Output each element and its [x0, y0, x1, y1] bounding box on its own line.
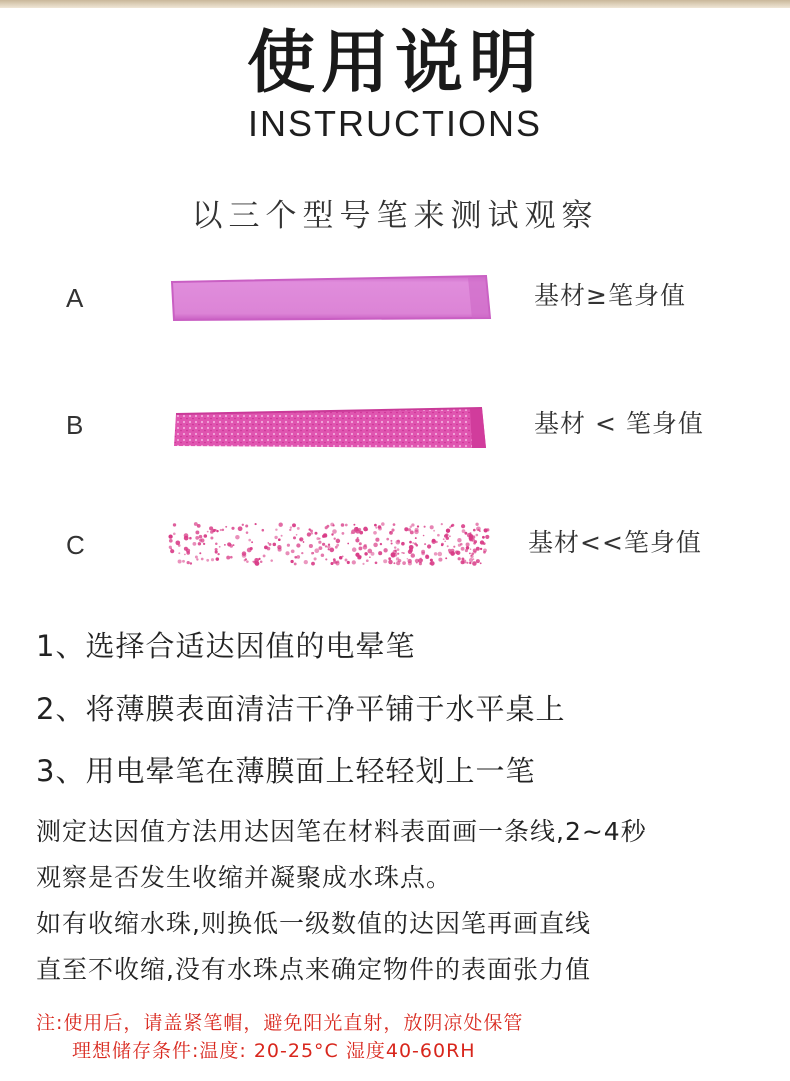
bead-dot	[411, 553, 415, 557]
sample-c-value: 基材<<笔身值	[528, 528, 702, 557]
bead-dot	[443, 538, 445, 540]
bead-dot	[423, 535, 425, 537]
bead-dot	[290, 526, 292, 528]
bead-dot	[210, 536, 213, 539]
bead-dot	[222, 529, 224, 531]
bead-dot	[352, 560, 356, 564]
bead-dot	[215, 543, 218, 546]
bead-dot	[357, 537, 359, 539]
bead-dot	[169, 546, 172, 549]
bead-dot	[391, 542, 393, 544]
bead-dot	[414, 530, 419, 535]
bead-dot	[430, 561, 435, 566]
bead-dot	[309, 528, 311, 530]
bead-dot	[410, 530, 414, 534]
bead-dot	[173, 532, 176, 535]
bead-dot	[341, 523, 345, 527]
bead-dot	[363, 545, 368, 550]
bead-dot	[193, 542, 197, 546]
bead-dot	[285, 551, 289, 555]
bead-dot	[485, 535, 489, 539]
bead-dot	[216, 530, 218, 532]
bead-dot	[462, 560, 466, 564]
bead-dot	[322, 543, 325, 546]
bead-dot	[462, 529, 466, 533]
bead-dot	[352, 547, 357, 552]
bead-dot	[386, 538, 389, 541]
bead-dot	[469, 558, 473, 562]
bead-dot	[235, 535, 240, 540]
bead-dot	[281, 535, 283, 537]
bead-dot	[402, 561, 406, 565]
bead-dot	[255, 523, 257, 525]
bead-dot	[294, 562, 297, 565]
bead-dot	[296, 543, 300, 547]
bead-dot	[252, 561, 254, 563]
bead-dot	[444, 540, 446, 542]
bead-dot	[225, 526, 227, 528]
bead-dot	[203, 543, 205, 545]
bead-dot	[201, 558, 204, 561]
bead-dot	[199, 539, 202, 542]
bead-dot	[461, 547, 465, 551]
bead-dot	[242, 553, 247, 558]
bead-dot	[182, 560, 185, 563]
bead-dot	[393, 523, 396, 526]
bead-dot	[195, 530, 199, 534]
bead-dot	[364, 552, 367, 555]
bead-dot	[412, 542, 414, 544]
bead-dot	[383, 559, 387, 563]
bead-dot	[335, 561, 339, 565]
bead-dot	[342, 555, 344, 557]
bead-dot	[345, 524, 348, 527]
bead-dot	[457, 538, 461, 542]
bead-dot	[292, 523, 296, 527]
bead-dot	[420, 557, 422, 559]
bead-dot	[334, 538, 336, 540]
bead-dot	[467, 533, 472, 538]
bead-dot	[311, 552, 314, 555]
bead-dot	[178, 559, 182, 563]
bead-dot	[347, 543, 349, 545]
bead-dot	[184, 533, 189, 538]
bead-dot	[408, 561, 412, 565]
bead-dot	[417, 525, 419, 527]
bead-dot	[469, 553, 471, 555]
sample-b-stroke	[170, 402, 492, 454]
bead-dot	[290, 560, 293, 563]
bead-dot	[291, 549, 295, 553]
bead-dot	[415, 537, 417, 539]
sample-c-stroke	[166, 518, 496, 570]
bead-dot	[199, 552, 201, 554]
bead-dot	[391, 553, 396, 558]
bead-dot	[449, 535, 451, 537]
bead-dot	[373, 543, 378, 548]
bead-dot	[461, 524, 465, 528]
bead-dot	[389, 531, 393, 535]
bead-dot	[473, 529, 476, 532]
bead-dot	[264, 546, 268, 550]
bead-dot	[238, 526, 243, 531]
bead-dot	[355, 529, 360, 534]
bead-dot	[196, 558, 198, 560]
page-title: 使用说明	[246, 24, 543, 103]
bead-dot	[407, 558, 409, 560]
bead-dot	[486, 528, 489, 531]
bead-dot	[275, 528, 277, 530]
bead-dot	[186, 548, 190, 552]
bead-dot	[328, 548, 330, 550]
bead-dot	[470, 548, 472, 550]
bead-dot	[209, 526, 213, 530]
bead-dot	[330, 523, 334, 527]
bead-dot	[393, 562, 395, 564]
bead-dot	[381, 522, 385, 526]
bead-dot	[301, 552, 303, 554]
bead-dot	[375, 527, 377, 529]
bead-dot	[378, 527, 382, 531]
bead-dot	[388, 560, 392, 564]
description-line-2: 观察是否发生收缩并凝聚成水珠点。	[36, 863, 453, 892]
bead-dot	[326, 525, 329, 528]
bead-dot	[251, 541, 253, 543]
bead-dot	[409, 541, 412, 544]
sample-a-stroke	[168, 272, 494, 324]
bead-dot	[480, 562, 482, 564]
sample-a-value: 基材≥笔身值	[534, 281, 686, 310]
bead-dot	[229, 544, 233, 548]
bead-dot	[230, 556, 233, 559]
bead-dot	[357, 555, 361, 559]
bead-dot	[472, 561, 477, 566]
bead-dot	[210, 530, 214, 534]
bead-dot	[199, 535, 203, 539]
bead-dot	[226, 556, 230, 560]
bead-dot	[206, 559, 209, 562]
bead-dot	[363, 527, 368, 532]
sample-c-letter: C	[66, 530, 85, 560]
bead-dot	[289, 529, 291, 531]
bead-dot	[297, 555, 301, 559]
bead-dot	[169, 539, 173, 543]
bead-dot	[345, 559, 348, 562]
bead-dot	[397, 548, 400, 551]
bead-dot	[438, 552, 443, 557]
bead-dot	[358, 546, 362, 550]
bead-dot	[319, 538, 321, 540]
step-2: 2、将薄膜表面清洁干净平铺于水平桌上	[36, 692, 566, 726]
bead-dot	[475, 523, 478, 526]
bead-dot	[262, 529, 265, 532]
bead-dot	[178, 552, 180, 554]
bead-dot	[453, 546, 455, 548]
sample-b-letter: B	[66, 410, 84, 440]
bead-dot	[314, 557, 317, 560]
bead-dot	[455, 550, 459, 554]
bead-dot	[207, 531, 209, 533]
bead-dot	[347, 561, 350, 564]
bead-dot	[211, 558, 214, 561]
bead-dot	[375, 561, 378, 564]
bead-dot	[447, 545, 449, 547]
bead-dot	[220, 529, 222, 531]
bead-dot	[309, 544, 313, 548]
bead-dot	[300, 539, 302, 541]
bead-dot	[470, 555, 473, 558]
bead-dot	[175, 540, 180, 545]
bead-dot	[263, 554, 266, 557]
note-line-2: 理想储存条件:温度: 20-25°C 湿度40-60RH	[72, 1040, 476, 1062]
bead-dot	[390, 540, 392, 542]
bead-dot	[367, 549, 372, 554]
bead-dot	[325, 545, 327, 547]
bead-dot	[403, 552, 405, 554]
bead-dot	[315, 532, 318, 535]
bead-dot	[296, 534, 298, 536]
description-line-1: 测定达因值方法用达因笔在材料表面画一条线,2~4秒	[36, 817, 647, 846]
bead-dot	[396, 557, 399, 560]
bead-dot	[215, 550, 218, 553]
bead-dot	[374, 524, 377, 527]
bead-dot	[375, 538, 379, 542]
bead-dot	[441, 523, 443, 525]
bead-dot	[469, 538, 472, 541]
bead-dot	[195, 556, 198, 559]
bead-dot	[450, 551, 455, 556]
bead-dot	[424, 543, 426, 545]
bead-dot	[424, 526, 426, 528]
bead-dot	[351, 532, 353, 534]
bead-dot	[246, 531, 249, 534]
bead-dot	[430, 525, 434, 529]
bead-dot	[383, 548, 387, 552]
sample-b-value: 基材 < 笔身值	[534, 409, 704, 438]
bead-dot	[274, 536, 277, 539]
page-subtitle: INSTRUCTIONS	[248, 103, 542, 144]
bead-dot	[318, 541, 321, 544]
bead-dot	[335, 546, 338, 549]
bead-dot	[321, 553, 325, 557]
bead-dot	[195, 536, 199, 540]
bead-dot	[194, 522, 198, 526]
bead-dot	[279, 523, 283, 527]
bead-dot	[401, 552, 403, 554]
bead-dot	[307, 532, 311, 536]
bead-dot	[184, 554, 186, 556]
bead-dot	[480, 548, 482, 550]
bead-dot	[394, 546, 396, 548]
bead-dot	[362, 563, 364, 565]
bead-dot	[244, 559, 246, 561]
bead-dot	[380, 543, 382, 545]
test-heading: 以三个型号笔来测试观察	[191, 198, 599, 234]
top-decorative-strip	[0, 0, 790, 8]
step-1: 1、选择合适达因值的电晕笔	[36, 629, 416, 663]
bead-dot	[409, 548, 413, 552]
bead-dot	[414, 543, 417, 546]
bead-dot	[353, 524, 355, 526]
description-line-3: 如有收缩水珠,则换低一级数值的达因笔再画直线	[36, 909, 591, 938]
bead-dot	[260, 561, 263, 564]
bead-dot	[219, 546, 221, 548]
bead-dot	[247, 548, 252, 553]
bead-dot	[198, 542, 201, 545]
bead-dot	[434, 552, 438, 556]
bead-dot	[419, 562, 422, 565]
bead-dot	[408, 528, 411, 531]
bead-dot	[168, 534, 172, 538]
bead-dot	[314, 548, 319, 553]
bead-dot	[369, 556, 371, 558]
bead-dot	[373, 531, 377, 535]
bead-dot	[427, 544, 431, 548]
bead-dot	[297, 527, 300, 530]
bead-dot	[216, 557, 219, 560]
bead-dot	[204, 534, 208, 538]
bead-dot	[355, 538, 359, 542]
bead-dot	[476, 559, 480, 563]
bead-dot	[458, 557, 461, 560]
bead-dot	[242, 524, 244, 526]
bead-dot	[273, 543, 277, 547]
bead-dot	[451, 524, 454, 527]
bead-dot	[231, 527, 234, 530]
bead-dot	[394, 550, 396, 552]
bead-dot	[404, 527, 408, 531]
bead-dot	[433, 530, 435, 532]
bead-dot	[189, 537, 192, 540]
bead-dot	[466, 562, 468, 564]
bead-dot	[437, 534, 440, 537]
bead-dot	[217, 553, 219, 555]
bead-dot	[170, 549, 174, 553]
bead-dot	[366, 559, 369, 562]
bead-dot	[359, 542, 362, 545]
bead-dot	[173, 523, 176, 526]
bead-dot	[245, 525, 248, 528]
bead-dot	[421, 552, 425, 556]
bead-dot	[438, 558, 442, 562]
bead-dot	[473, 548, 477, 552]
bead-dot	[342, 532, 345, 535]
bead-dot	[401, 542, 405, 546]
bead-dot	[332, 529, 337, 534]
bead-dot	[425, 555, 429, 559]
bead-dot	[477, 529, 479, 531]
bead-dot	[254, 558, 259, 563]
sample-a-letter: A	[66, 283, 84, 313]
bead-dot	[304, 560, 308, 564]
bead-dot	[448, 549, 451, 552]
bead-dot	[287, 544, 290, 547]
note-line-1: 注:使用后，请盖紧笔帽，避免阳光直射，放阴凉处保管	[36, 1012, 524, 1034]
bead-dot	[416, 562, 418, 564]
bead-dot	[330, 562, 333, 565]
bead-dot	[460, 543, 463, 546]
bead-dot	[325, 558, 327, 560]
bead-dot	[466, 546, 469, 549]
bead-dot	[311, 562, 315, 566]
bead-dot	[445, 557, 447, 559]
bead-dot	[269, 543, 272, 546]
bead-dot	[270, 559, 273, 562]
bead-dot	[388, 557, 391, 560]
bead-dot	[397, 553, 399, 555]
bead-dot	[224, 544, 226, 546]
bead-dot	[396, 561, 400, 565]
bead-dot	[483, 551, 486, 554]
bead-dot	[303, 541, 305, 543]
step-3: 3、用电晕笔在薄膜面上轻轻划上一笔	[36, 754, 536, 788]
bead-dot	[293, 536, 296, 539]
bead-dot	[397, 540, 400, 543]
bead-dot	[411, 523, 414, 526]
bead-dot	[482, 536, 485, 539]
bead-dot	[278, 548, 282, 552]
bead-dot	[187, 561, 190, 564]
bead-dot	[483, 542, 486, 545]
bead-dot	[473, 542, 476, 545]
bead-dot	[322, 534, 325, 537]
bead-dot	[432, 539, 435, 542]
bead-dot	[446, 529, 450, 533]
bead-dot	[466, 542, 470, 546]
bead-dot	[278, 538, 281, 541]
bead-dot	[318, 546, 322, 550]
bead-dot	[248, 539, 251, 542]
bead-dot	[378, 551, 382, 555]
bead-dot	[327, 545, 330, 548]
bead-dot	[246, 560, 249, 563]
description-line-4: 直至不收缩,没有水珠点来确定物件的表面张力值	[36, 955, 591, 984]
bead-dot	[331, 533, 333, 535]
bead-dot	[336, 539, 340, 543]
bead-dot	[190, 562, 192, 564]
bead-dot	[267, 542, 269, 544]
bead-dot	[441, 544, 443, 546]
bead-dot	[444, 534, 448, 538]
bead-dot	[329, 548, 334, 553]
bead-dot	[258, 558, 260, 560]
bead-dot	[391, 529, 394, 532]
bead-dot	[475, 534, 478, 537]
